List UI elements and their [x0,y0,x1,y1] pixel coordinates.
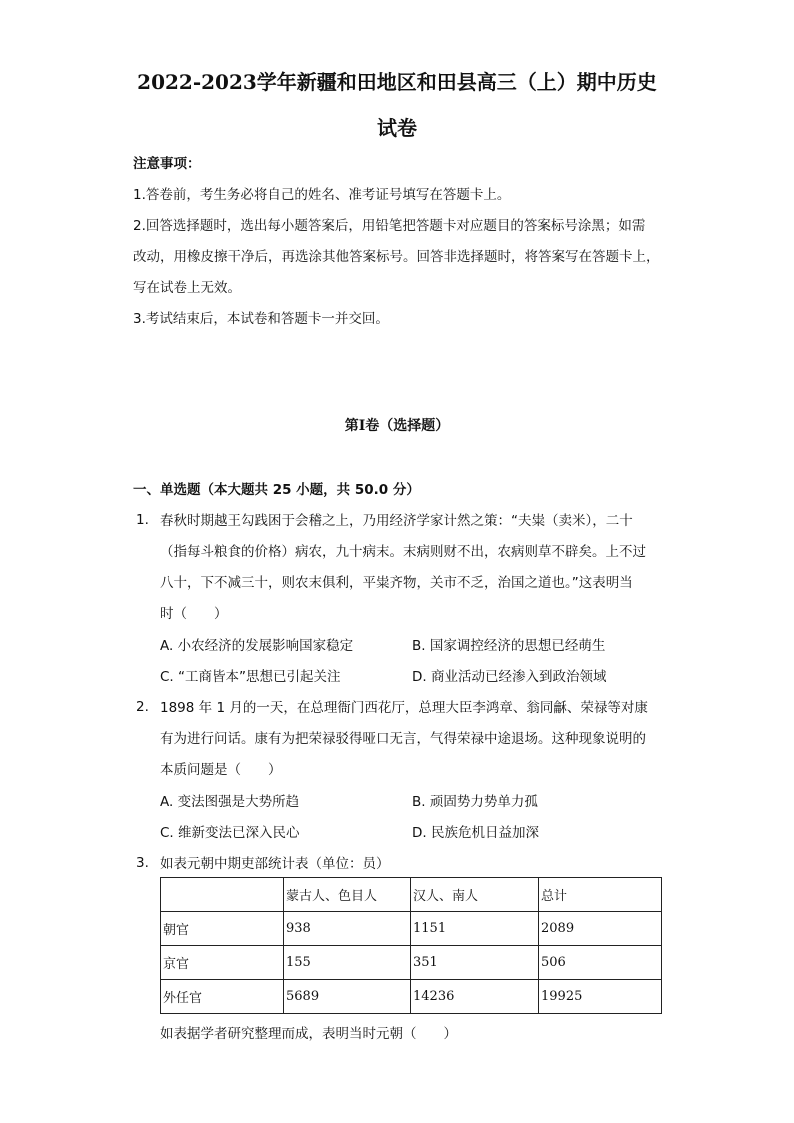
option-a[interactable]: A. 小农经济的发展影响国家稳定 [160,638,354,654]
question-text: 1898 年 1 月的一天，在总理衙门西花厅，总理大臣李鸿章、翁同龢、荣禄等对康 [160,700,648,716]
table-cell: 506 [539,946,662,980]
table-cell: 155 [284,946,411,980]
table-header-cell: 总计 [539,878,662,912]
question-text: （指每斗粮食的价格）病农，九十病末。末病则财不出，农病则草不辟矣。上不过 [160,544,646,560]
question-text: 春秋时期越王勾践困于会稽之上，乃用经济学家计然之策：“夫粜（卖米），二十 [160,513,633,529]
option-a[interactable]: A. 变法图强是大势所趋 [160,794,300,810]
notice-line: 3.考试结束后，本试卷和答题卡一并交回。 [133,311,389,327]
option-c[interactable]: C. 维新变法已深入民心 [160,825,300,841]
notice-line: 1.答卷前，考生务必将自己的姓名、准考证号填写在答题卡上。 [133,187,511,203]
question-number: 3. [136,855,149,871]
table-cell: 351 [411,946,539,980]
question-text: 有为进行问话。康有为把荣禄驳得哑口无言，气得荣禄中途退场。这种现象说明的 [160,731,646,747]
notice-line: 写在试卷上无效。 [133,280,241,296]
table-cell: 19925 [539,980,662,1014]
table-cell: 外任官 [161,980,284,1014]
question-text: 如表元朝中期吏部统计表（单位：员） [160,856,390,872]
notice-line: 2.回答选择题时，选出每小题答案后，用铅笔把答题卡对应题目的答案标号涂黑；如需 [133,218,646,234]
question-text: 本质问题是（ ） [160,762,282,778]
option-d[interactable]: D. 商业活动已经渗入到政治领域 [412,669,607,685]
table-cell: 京官 [161,946,284,980]
table-cell: 14236 [411,980,539,1014]
option-b[interactable]: B. 顽固势力势单力孤 [412,794,538,810]
table-cell: 朝官 [161,912,284,946]
table-row [161,912,662,946]
table-cell: 938 [284,912,411,946]
officials-stats-table [160,877,662,1014]
table-header-cell [161,878,284,912]
option-d[interactable]: D. 民族危机日益加深 [412,825,539,841]
table-header-row [161,878,662,912]
table-header-cell: 汉人、南人 [411,878,539,912]
page-title-continued: 试卷 [377,116,417,140]
table-header-cell: 蒙古人、色目人 [284,878,411,912]
option-c[interactable]: C. “工商皆本”思想已引起关注 [160,669,341,685]
table-cell: 5689 [284,980,411,1014]
notice-line: 改动，用橡皮擦干净后，再选涂其他答案标号。回答非选择题时，将答案写在答题卡上， [133,249,660,265]
notice-heading: 注意事项： [133,156,201,172]
section-title: 第I卷（选择题） [344,418,450,434]
table-row [161,946,662,980]
table-cell: 1151 [411,912,539,946]
question-number: 1. [136,512,149,528]
option-b[interactable]: B. 国家调控经济的思想已经萌生 [412,638,606,654]
question-number: 2. [136,699,149,715]
question-text: 如表据学者研究整理而成，表明当时元朝（ ） [160,1026,457,1042]
table-row [161,980,662,1014]
question-text: 八十，下不减三十，则农末俱利，平粜齐物，关市不乏，治国之道也。”这表明当 [160,575,633,591]
table-cell: 2089 [539,912,662,946]
page-title: 2022-2023学年新疆和田地区和田县高三（上）期中历史 [137,70,657,94]
part-heading: 一、单选题（本大题共 25 小题，共 50.0 分） [133,482,420,498]
question-text: 时（ ） [160,606,228,622]
